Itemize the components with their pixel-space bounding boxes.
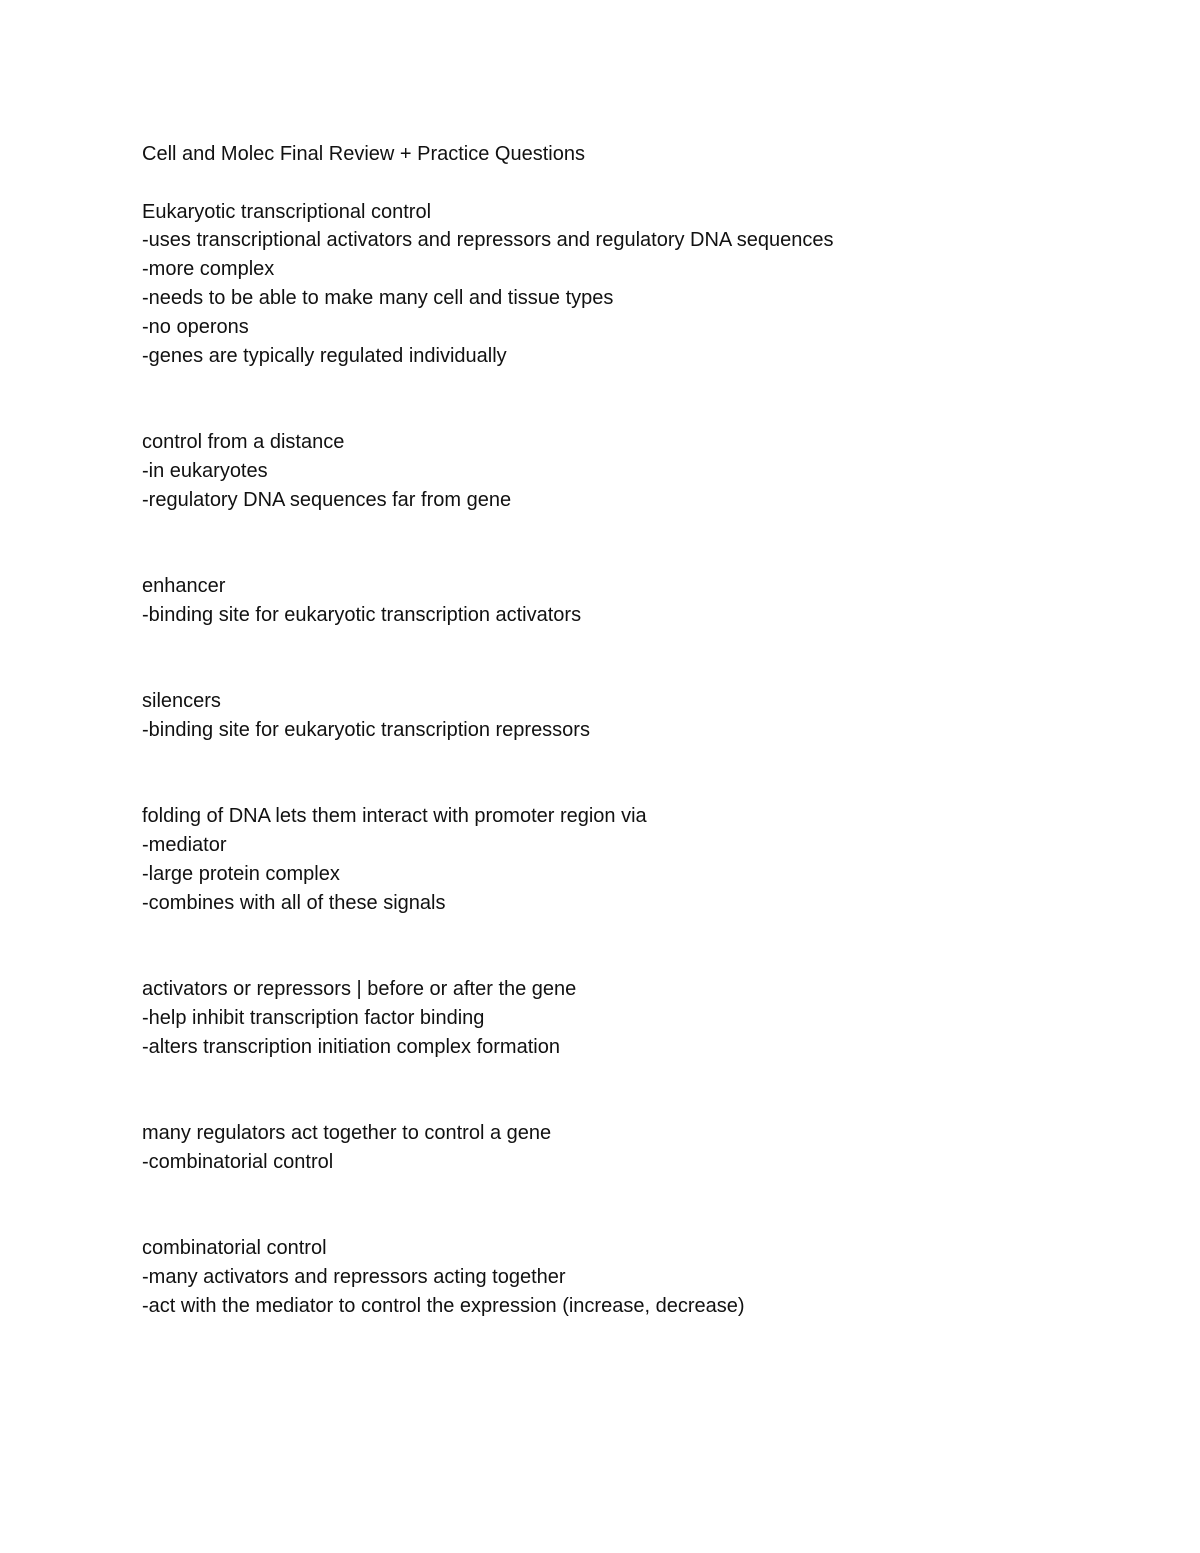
section (142, 572, 1122, 630)
section-spacer (142, 1062, 1122, 1120)
section-spacer (142, 745, 1122, 803)
bullet-line: -alters transcription initiation complex formation (142, 1035, 560, 1058)
section-heading: many regulators act together to control a gene (142, 1122, 552, 1145)
bullet-line: -many activators and repressors acting together (142, 1266, 566, 1289)
section (142, 1119, 1122, 1177)
bullet-line: -regulatory DNA sequences far from gene (142, 488, 512, 511)
section (142, 802, 1122, 917)
section (142, 428, 1122, 514)
document-body (142, 140, 1122, 1321)
bullet-line: -act with the mediator to control the expression (increase, decrease) (142, 1294, 745, 1317)
section-heading: enhancer (142, 574, 226, 597)
section-spacer (142, 514, 1122, 572)
section (142, 975, 1122, 1061)
bullet-line: -genes are typically regulated individually (142, 344, 507, 367)
section (142, 687, 1122, 745)
section-heading: Eukaryotic transcriptional control (142, 200, 432, 223)
title-spacer (142, 169, 1122, 198)
bullet-line: -uses transcriptional activators and repressors and regulatory DNA sequences (142, 229, 834, 252)
bullet-line: -more complex (142, 258, 275, 281)
section (142, 1234, 1122, 1320)
section-spacer (142, 370, 1122, 428)
bullet-line: -combinatorial control (142, 1150, 334, 1173)
bullet-line: -needs to be able to make many cell and tissue types (142, 286, 614, 309)
bullet-line: -in eukaryotes (142, 459, 268, 482)
section-heading: activators or repressors | before or after the gene (142, 978, 577, 1001)
bullet-line: -no operons (142, 315, 249, 338)
section-heading: silencers (142, 690, 221, 713)
section-heading: combinatorial control (142, 1237, 327, 1260)
section (142, 198, 1122, 371)
section-spacer (142, 1177, 1122, 1235)
bullet-line: -combines with all of these signals (142, 891, 446, 914)
section-heading: folding of DNA lets them interact with promoter region via (142, 805, 647, 828)
bullet-line: -binding site for eukaryotic transcription repressors (142, 718, 590, 741)
bullet-line: -help inhibit transcription factor binding (142, 1006, 485, 1029)
section-heading: control from a distance (142, 430, 345, 453)
bullet-line: -large protein complex (142, 862, 340, 885)
document-title: Cell and Molec Final Review + Practice Questions (142, 143, 585, 165)
bullet-line: -binding site for eukaryotic transcription activators (142, 603, 582, 626)
section-spacer (142, 630, 1122, 688)
section-spacer (142, 918, 1122, 976)
bullet-line: -mediator (142, 834, 227, 857)
